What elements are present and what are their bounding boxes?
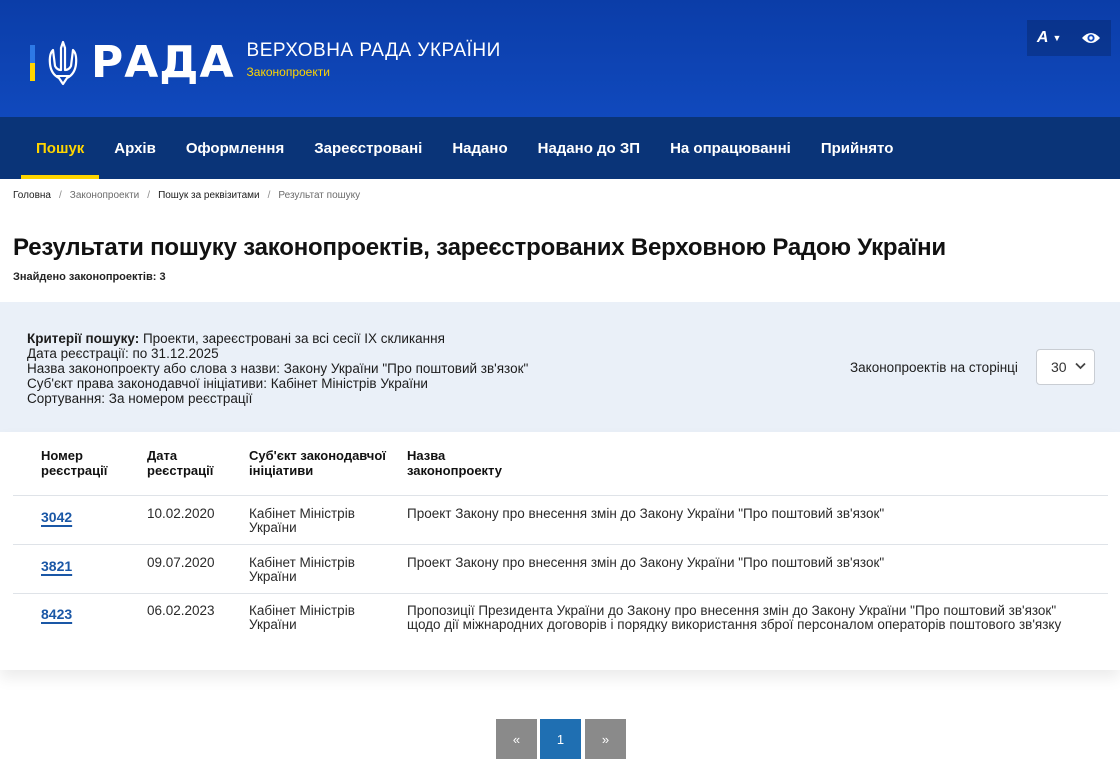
- eye-icon[interactable]: [1081, 31, 1101, 45]
- breadcrumb-separator: /: [147, 190, 151, 201]
- bill-number-link[interactable]: 3042: [41, 509, 73, 525]
- nav-item-search[interactable]: Пошук: [21, 117, 99, 179]
- breadcrumb-current: Результат пошуку: [278, 190, 361, 201]
- breadcrumb-bills[interactable]: Законопроекти: [69, 190, 140, 201]
- column-header-name: Назва законопроекту: [407, 448, 502, 478]
- per-page-value: 30: [1051, 359, 1067, 375]
- search-criteria-panel: [0, 302, 1120, 432]
- chevron-down-icon: ▼: [1052, 33, 1062, 43]
- bill-title: Проект Закону про внесення змін до Закону України "Про поштовий зв'язок": [407, 555, 885, 570]
- per-page-select[interactable]: [1036, 349, 1095, 385]
- criteria-subject: Суб'єкт права законодавчої ініціативи: Кабінет Міністрів України: [27, 376, 428, 391]
- nav-item-adopted[interactable]: Прийнято: [820, 139, 894, 157]
- criteria-name: Назва законопроекту або слова з назви: Закону України "Про поштовий зв'язок": [27, 361, 529, 376]
- site-title: ВЕРХОВНА РАДА УКРАЇНИ: [246, 40, 501, 61]
- criteria-text: [27, 331, 528, 406]
- bill-title: Проект Закону про внесення змін до Закону України "Про поштовий зв'язок": [407, 506, 885, 521]
- pagination-next-button[interactable]: »: [585, 719, 626, 759]
- divider: [13, 495, 1108, 496]
- divider: [13, 593, 1108, 594]
- breadcrumb-separator: /: [267, 190, 271, 201]
- registration-date: 09.07.2020: [147, 555, 215, 570]
- registration-date: 06.02.2023: [147, 603, 215, 618]
- nav-item-registered[interactable]: Зареєстровані: [314, 139, 423, 157]
- nav-item-submitted-to-zp[interactable]: Надано до ЗП: [537, 139, 641, 157]
- site-header: [0, 0, 1120, 117]
- site-section: Законопроекти: [246, 65, 330, 79]
- bill-number-link[interactable]: 8423: [41, 606, 73, 622]
- logo-word: РАДА: [91, 37, 235, 88]
- bill-number-link[interactable]: 3821: [41, 558, 73, 574]
- registration-date: 10.02.2020: [147, 506, 215, 521]
- criteria-label: Критерії пошуку:: [27, 331, 140, 346]
- nav-item-formatting[interactable]: Оформлення: [185, 139, 285, 157]
- breadcrumb-home[interactable]: Головна: [13, 190, 51, 201]
- site-logo[interactable]: [30, 37, 501, 88]
- trident-icon: [43, 40, 83, 86]
- criteria-sorting: Сортування: За номером реєстрації: [27, 391, 253, 406]
- criteria-date: Дата реєстрації: по 31.12.2025: [27, 346, 219, 361]
- bill-title: Пропозиції Президента України до Закону про внесення змін до Закону України "Про поштовий зв'язок" щодо дії міжнародних договорів і порядку використання зброї персоналом операторів поштового зв'язку: [407, 603, 1062, 632]
- breadcrumb-search[interactable]: Пошук за реквізитами: [158, 190, 260, 201]
- breadcrumb: [13, 190, 360, 201]
- column-header-subject: Суб'єкт законодавчої ініціативи: [249, 448, 386, 478]
- initiative-subject: Кабінет Міністрів України: [249, 603, 355, 632]
- column-header-date: Дата реєстрації: [147, 448, 214, 478]
- main-nav: [0, 117, 1120, 179]
- initiative-subject: Кабінет Міністрів України: [249, 555, 355, 584]
- breadcrumb-separator: /: [59, 190, 62, 201]
- pagination-page-button[interactable]: 1: [540, 719, 581, 759]
- font-size-label: A: [1036, 29, 1049, 46]
- page-title: Результати пошуку законопроектів, зареєстрованих Верховною Радою України: [13, 234, 946, 261]
- results-count: Знайдено законопроектів: 3: [13, 271, 166, 283]
- font-size-button[interactable]: [1037, 29, 1061, 47]
- results-table: [0, 432, 1120, 670]
- nav-item-archive[interactable]: Архів: [114, 139, 156, 157]
- chevron-down-icon: [1075, 362, 1086, 370]
- criteria-value: Проекти, зареєстровані за всі сесії IX скликання: [139, 331, 445, 346]
- pagination-prev-button[interactable]: «: [496, 719, 537, 759]
- logo-subtitle: [247, 40, 501, 80]
- accessibility-tools: [1027, 20, 1111, 56]
- per-page-label: Законопроектів на сторінці: [850, 360, 1018, 375]
- nav-item-in-processing[interactable]: На опрацюванні: [670, 139, 791, 157]
- initiative-subject: Кабінет Міністрів України: [249, 506, 355, 535]
- flag-mark: [30, 45, 35, 81]
- column-header-number: Номер реєстрації: [41, 448, 108, 478]
- nav-item-submitted[interactable]: Надано: [452, 139, 508, 157]
- divider: [13, 544, 1108, 545]
